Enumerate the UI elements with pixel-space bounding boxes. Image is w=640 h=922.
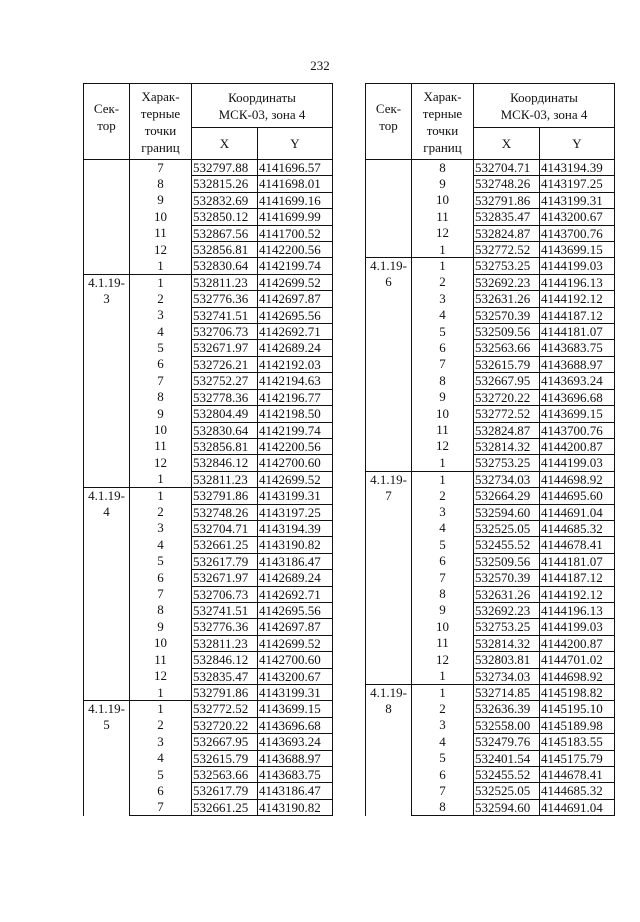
x-coordinate-cell: 532563.66 [192, 767, 258, 783]
point-number-cell: 8 [130, 602, 192, 618]
y-coordinate-cell: 4144701.02 [540, 652, 615, 668]
y-coordinate-cell: 4143688.97 [540, 356, 615, 372]
y-coordinate-cell: 4141698.01 [258, 176, 333, 192]
y-coordinate-cell: 4143699.15 [540, 406, 615, 422]
point-number-cell: 6 [130, 570, 192, 586]
y-coordinate-cell: 4143699.15 [540, 242, 615, 258]
x-coordinate-cell: 532832.69 [192, 192, 258, 208]
point-number-cell: 1 [412, 242, 474, 258]
header-sector: Сек- тор [366, 84, 412, 160]
point-number-cell: 2 [412, 701, 474, 717]
x-coordinate-cell: 532791.86 [192, 685, 258, 701]
point-number-cell: 8 [412, 160, 474, 176]
x-coordinate-cell: 532741.51 [192, 307, 258, 323]
point-number-cell: 3 [130, 520, 192, 536]
sector-cell [366, 160, 412, 258]
point-number-cell: 6 [412, 767, 474, 783]
y-coordinate-cell: 4143696.68 [258, 717, 333, 733]
point-number-cell: 11 [130, 438, 192, 454]
table-row [84, 488, 333, 504]
x-coordinate-cell: 532667.95 [474, 373, 540, 389]
y-coordinate-cell: 4142200.56 [258, 242, 333, 258]
y-coordinate-cell: 4145189.98 [540, 717, 615, 733]
x-coordinate-cell: 532811.23 [192, 635, 258, 651]
point-number-cell: 11 [412, 209, 474, 225]
x-coordinate-cell: 532850.12 [192, 209, 258, 225]
point-number-cell: 4 [412, 307, 474, 323]
x-coordinate-cell: 532661.25 [192, 537, 258, 553]
y-coordinate-cell: 4143190.82 [258, 799, 333, 815]
y-coordinate-cell: 4143197.25 [540, 176, 615, 192]
x-coordinate-cell: 532615.79 [192, 750, 258, 766]
y-coordinate-cell: 4141696.57 [258, 160, 333, 176]
point-number-cell: 9 [412, 176, 474, 192]
y-coordinate-cell: 4142699.52 [258, 274, 333, 290]
y-coordinate-cell: 4144200.87 [540, 635, 615, 651]
y-coordinate-cell: 4143186.47 [258, 783, 333, 799]
y-coordinate-cell: 4143683.75 [258, 767, 333, 783]
point-number-cell: 10 [130, 209, 192, 225]
point-number-cell: 11 [130, 225, 192, 241]
point-number-cell: 8 [130, 389, 192, 405]
header-points: Харак- терные точки границ [130, 84, 192, 160]
sector-cell: 4.1.19- 8 [366, 685, 412, 816]
y-coordinate-cell: 4142689.24 [258, 570, 333, 586]
y-coordinate-cell: 4144192.12 [540, 586, 615, 602]
y-coordinate-cell: 4145198.82 [540, 685, 615, 701]
x-coordinate-cell: 532778.36 [192, 389, 258, 405]
x-coordinate-cell: 532803.81 [474, 652, 540, 668]
point-number-cell: 11 [412, 635, 474, 651]
x-coordinate-cell: 532830.64 [192, 422, 258, 438]
y-coordinate-cell: 4144698.92 [540, 668, 615, 684]
x-coordinate-cell: 532734.03 [474, 668, 540, 684]
x-coordinate-cell: 532824.87 [474, 422, 540, 438]
x-coordinate-cell: 532752.27 [192, 373, 258, 389]
x-coordinate-cell: 532617.79 [192, 553, 258, 569]
y-coordinate-cell: 4142199.74 [258, 258, 333, 274]
x-coordinate-cell: 532846.12 [192, 652, 258, 668]
y-coordinate-cell: 4144678.41 [540, 767, 615, 783]
point-number-cell: 2 [130, 504, 192, 520]
page-number: 232 [310, 58, 330, 73]
x-coordinate-cell: 532741.51 [192, 602, 258, 618]
point-number-cell: 1 [130, 471, 192, 487]
y-coordinate-cell: 4143194.39 [540, 160, 615, 176]
x-coordinate-cell: 532720.22 [474, 389, 540, 405]
x-coordinate-cell: 532706.73 [192, 324, 258, 340]
sector-cell: 4.1.19- 3 [84, 274, 130, 487]
header-y: Y [540, 128, 615, 160]
point-number-cell: 1 [130, 685, 192, 701]
x-coordinate-cell: 532815.26 [192, 176, 258, 192]
point-number-cell: 12 [130, 455, 192, 471]
y-coordinate-cell: 4144685.32 [540, 520, 615, 536]
y-coordinate-cell: 4142699.52 [258, 635, 333, 651]
y-coordinate-cell: 4143186.47 [258, 553, 333, 569]
header-y: Y [258, 128, 333, 160]
x-coordinate-cell: 532455.52 [474, 767, 540, 783]
y-coordinate-cell: 4144181.07 [540, 553, 615, 569]
sector-cell: 4.1.19- 4 [84, 488, 130, 701]
y-coordinate-cell: 4144196.13 [540, 602, 615, 618]
y-coordinate-cell: 4144199.03 [540, 258, 615, 274]
point-number-cell: 4 [130, 537, 192, 553]
point-number-cell: 10 [412, 406, 474, 422]
point-number-cell: 1 [412, 668, 474, 684]
point-number-cell: 10 [412, 619, 474, 635]
x-coordinate-cell: 532867.56 [192, 225, 258, 241]
y-coordinate-cell: 4144196.13 [540, 274, 615, 290]
x-coordinate-cell: 532830.64 [192, 258, 258, 274]
x-coordinate-cell: 532776.36 [192, 619, 258, 635]
point-number-cell: 12 [412, 438, 474, 454]
point-number-cell: 6 [412, 340, 474, 356]
point-number-cell: 9 [412, 602, 474, 618]
point-number-cell: 5 [412, 750, 474, 766]
x-coordinate-cell: 532791.86 [474, 192, 540, 208]
y-coordinate-cell: 4142699.52 [258, 471, 333, 487]
y-coordinate-cell: 4142192.03 [258, 356, 333, 372]
y-coordinate-cell: 4142695.56 [258, 602, 333, 618]
sector-cell: 4.1.19- 7 [366, 471, 412, 684]
point-number-cell: 1 [412, 471, 474, 487]
point-number-cell: 1 [412, 685, 474, 701]
point-number-cell: 10 [130, 635, 192, 651]
point-number-cell: 3 [130, 734, 192, 750]
point-number-cell: 1 [412, 455, 474, 471]
y-coordinate-cell: 4142689.24 [258, 340, 333, 356]
y-coordinate-cell: 4142196.77 [258, 389, 333, 405]
y-coordinate-cell: 4141699.16 [258, 192, 333, 208]
point-number-cell: 4 [412, 520, 474, 536]
x-coordinate-cell: 532667.95 [192, 734, 258, 750]
coordinates-table-left [83, 83, 333, 816]
point-number-cell: 11 [130, 652, 192, 668]
y-coordinate-cell: 4144691.04 [540, 799, 615, 815]
point-number-cell: 4 [130, 324, 192, 340]
table-row [366, 258, 615, 274]
point-number-cell: 1 [130, 258, 192, 274]
x-coordinate-cell: 532835.47 [474, 209, 540, 225]
x-coordinate-cell: 532594.60 [474, 799, 540, 815]
x-coordinate-cell: 532814.32 [474, 635, 540, 651]
table-row [84, 274, 333, 290]
point-number-cell: 7 [130, 373, 192, 389]
point-number-cell: 7 [412, 356, 474, 372]
x-coordinate-cell: 532835.47 [192, 668, 258, 684]
point-number-cell: 7 [412, 570, 474, 586]
y-coordinate-cell: 4144685.32 [540, 783, 615, 799]
point-number-cell: 6 [130, 356, 192, 372]
x-coordinate-cell: 532791.86 [192, 488, 258, 504]
point-number-cell: 5 [130, 553, 192, 569]
header-x: X [474, 128, 540, 160]
point-number-cell: 6 [412, 553, 474, 569]
x-coordinate-cell: 532509.56 [474, 324, 540, 340]
y-coordinate-cell: 4142692.71 [258, 586, 333, 602]
point-number-cell: 2 [412, 274, 474, 290]
x-coordinate-cell: 532636.39 [474, 701, 540, 717]
y-coordinate-cell: 4145195.10 [540, 701, 615, 717]
x-coordinate-cell: 532664.29 [474, 488, 540, 504]
x-coordinate-cell: 532811.23 [192, 274, 258, 290]
point-number-cell: 7 [130, 586, 192, 602]
header-sector: Сек- тор [84, 84, 130, 160]
point-number-cell: 7 [412, 783, 474, 799]
point-number-cell: 12 [412, 652, 474, 668]
y-coordinate-cell: 4144199.03 [540, 455, 615, 471]
y-coordinate-cell: 4144691.04 [540, 504, 615, 520]
y-coordinate-cell: 4143693.24 [258, 734, 333, 750]
point-number-cell: 5 [130, 767, 192, 783]
point-number-cell: 11 [412, 422, 474, 438]
x-coordinate-cell: 532772.52 [474, 242, 540, 258]
x-coordinate-cell: 532856.81 [192, 438, 258, 454]
y-coordinate-cell: 4143199.31 [540, 192, 615, 208]
x-coordinate-cell: 532753.25 [474, 619, 540, 635]
x-coordinate-cell: 532776.36 [192, 291, 258, 307]
x-coordinate-cell: 532814.32 [474, 438, 540, 454]
header-coords-title: Координаты МСК-03, зона 4 [192, 84, 333, 128]
point-number-cell: 9 [130, 192, 192, 208]
y-coordinate-cell: 4143200.67 [540, 209, 615, 225]
x-coordinate-cell: 532509.56 [474, 553, 540, 569]
y-coordinate-cell: 4143199.31 [258, 488, 333, 504]
x-coordinate-cell: 532720.22 [192, 717, 258, 733]
y-coordinate-cell: 4142194.63 [258, 373, 333, 389]
y-coordinate-cell: 4144181.07 [540, 324, 615, 340]
point-number-cell: 5 [412, 537, 474, 553]
point-number-cell: 6 [130, 783, 192, 799]
y-coordinate-cell: 4142692.71 [258, 324, 333, 340]
x-coordinate-cell: 532797.88 [192, 160, 258, 176]
y-coordinate-cell: 4143688.97 [258, 750, 333, 766]
table-row [84, 701, 333, 717]
y-coordinate-cell: 4143693.24 [540, 373, 615, 389]
x-coordinate-cell: 532856.81 [192, 242, 258, 258]
y-coordinate-cell: 4143683.75 [540, 340, 615, 356]
x-coordinate-cell: 532671.97 [192, 570, 258, 586]
x-coordinate-cell: 532753.25 [474, 455, 540, 471]
point-number-cell: 8 [412, 586, 474, 602]
y-coordinate-cell: 4143700.76 [540, 225, 615, 241]
x-coordinate-cell: 532704.71 [192, 520, 258, 536]
y-coordinate-cell: 4142199.74 [258, 422, 333, 438]
point-number-cell: 1 [130, 274, 192, 290]
y-coordinate-cell: 4143696.68 [540, 389, 615, 405]
x-coordinate-cell: 532570.39 [474, 570, 540, 586]
header-x: X [192, 128, 258, 160]
x-coordinate-cell: 532704.71 [474, 160, 540, 176]
point-number-cell: 1 [130, 488, 192, 504]
x-coordinate-cell: 532748.26 [474, 176, 540, 192]
y-coordinate-cell: 4143197.25 [258, 504, 333, 520]
point-number-cell: 12 [130, 242, 192, 258]
x-coordinate-cell: 532748.26 [192, 504, 258, 520]
x-coordinate-cell: 532479.76 [474, 734, 540, 750]
point-number-cell: 10 [412, 192, 474, 208]
point-number-cell: 3 [412, 717, 474, 733]
y-coordinate-cell: 4144199.03 [540, 619, 615, 635]
y-coordinate-cell: 4143699.15 [258, 701, 333, 717]
y-coordinate-cell: 4144187.12 [540, 307, 615, 323]
y-coordinate-cell: 4141699.99 [258, 209, 333, 225]
x-coordinate-cell: 532615.79 [474, 356, 540, 372]
x-coordinate-cell: 532804.49 [192, 406, 258, 422]
y-coordinate-cell: 4142200.56 [258, 438, 333, 454]
y-coordinate-cell: 4142697.87 [258, 291, 333, 307]
table-row [366, 685, 615, 701]
x-coordinate-cell: 532772.52 [474, 406, 540, 422]
x-coordinate-cell: 532692.23 [474, 274, 540, 290]
point-number-cell: 1 [412, 258, 474, 274]
point-number-cell: 2 [130, 291, 192, 307]
x-coordinate-cell: 532824.87 [474, 225, 540, 241]
coordinates-table-right [365, 83, 615, 816]
x-coordinate-cell: 532455.52 [474, 537, 540, 553]
sector-cell: 4.1.19- 5 [84, 701, 130, 816]
x-coordinate-cell: 532558.00 [474, 717, 540, 733]
x-coordinate-cell: 532692.23 [474, 602, 540, 618]
y-coordinate-cell: 4142695.56 [258, 307, 333, 323]
table-row [366, 160, 615, 176]
y-coordinate-cell: 4143200.67 [258, 668, 333, 684]
y-coordinate-cell: 4142697.87 [258, 619, 333, 635]
point-number-cell: 8 [412, 373, 474, 389]
table-row [84, 160, 333, 176]
x-coordinate-cell: 532734.03 [474, 471, 540, 487]
point-number-cell: 12 [412, 225, 474, 241]
y-coordinate-cell: 4141700.52 [258, 225, 333, 241]
point-number-cell: 2 [412, 488, 474, 504]
x-coordinate-cell: 532846.12 [192, 455, 258, 471]
y-coordinate-cell: 4144698.92 [540, 471, 615, 487]
header-coords-title: Координаты МСК-03, зона 4 [474, 84, 615, 128]
point-number-cell: 5 [412, 324, 474, 340]
y-coordinate-cell: 4144695.60 [540, 488, 615, 504]
x-coordinate-cell: 532714.85 [474, 685, 540, 701]
x-coordinate-cell: 532772.52 [192, 701, 258, 717]
point-number-cell: 4 [412, 734, 474, 750]
y-coordinate-cell: 4142700.60 [258, 455, 333, 471]
point-number-cell: 7 [130, 160, 192, 176]
point-number-cell: 2 [130, 717, 192, 733]
x-coordinate-cell: 532563.66 [474, 340, 540, 356]
x-coordinate-cell: 532594.60 [474, 504, 540, 520]
y-coordinate-cell: 4143199.31 [258, 685, 333, 701]
point-number-cell: 3 [412, 291, 474, 307]
point-number-cell: 9 [412, 389, 474, 405]
point-number-cell: 7 [130, 799, 192, 815]
point-number-cell: 5 [130, 340, 192, 356]
x-coordinate-cell: 532525.05 [474, 783, 540, 799]
y-coordinate-cell: 4143700.76 [540, 422, 615, 438]
x-coordinate-cell: 532617.79 [192, 783, 258, 799]
y-coordinate-cell: 4144678.41 [540, 537, 615, 553]
y-coordinate-cell: 4144200.87 [540, 438, 615, 454]
point-number-cell: 4 [130, 750, 192, 766]
y-coordinate-cell: 4145175.79 [540, 750, 615, 766]
point-number-cell: 3 [130, 307, 192, 323]
x-coordinate-cell: 532631.26 [474, 586, 540, 602]
x-coordinate-cell: 532661.25 [192, 799, 258, 815]
y-coordinate-cell: 4144192.12 [540, 291, 615, 307]
y-coordinate-cell: 4142700.60 [258, 652, 333, 668]
table-row [366, 471, 615, 487]
sector-cell [84, 160, 130, 275]
y-coordinate-cell: 4142198.50 [258, 406, 333, 422]
point-number-cell: 8 [130, 176, 192, 192]
x-coordinate-cell: 532753.25 [474, 258, 540, 274]
y-coordinate-cell: 4145183.55 [540, 734, 615, 750]
y-coordinate-cell: 4143190.82 [258, 537, 333, 553]
x-coordinate-cell: 532570.39 [474, 307, 540, 323]
y-coordinate-cell: 4143194.39 [258, 520, 333, 536]
sector-cell: 4.1.19- 6 [366, 258, 412, 471]
point-number-cell: 10 [130, 422, 192, 438]
header-points: Харак- терные точки границ [412, 84, 474, 160]
x-coordinate-cell: 532706.73 [192, 586, 258, 602]
x-coordinate-cell: 532525.05 [474, 520, 540, 536]
point-number-cell: 12 [130, 668, 192, 684]
point-number-cell: 9 [130, 619, 192, 635]
point-number-cell: 8 [412, 799, 474, 815]
point-number-cell: 9 [130, 406, 192, 422]
point-number-cell: 3 [412, 504, 474, 520]
point-number-cell: 1 [130, 701, 192, 717]
x-coordinate-cell: 532671.97 [192, 340, 258, 356]
x-coordinate-cell: 532631.26 [474, 291, 540, 307]
y-coordinate-cell: 4144187.12 [540, 570, 615, 586]
x-coordinate-cell: 532811.23 [192, 471, 258, 487]
x-coordinate-cell: 532401.54 [474, 750, 540, 766]
x-coordinate-cell: 532726.21 [192, 356, 258, 372]
